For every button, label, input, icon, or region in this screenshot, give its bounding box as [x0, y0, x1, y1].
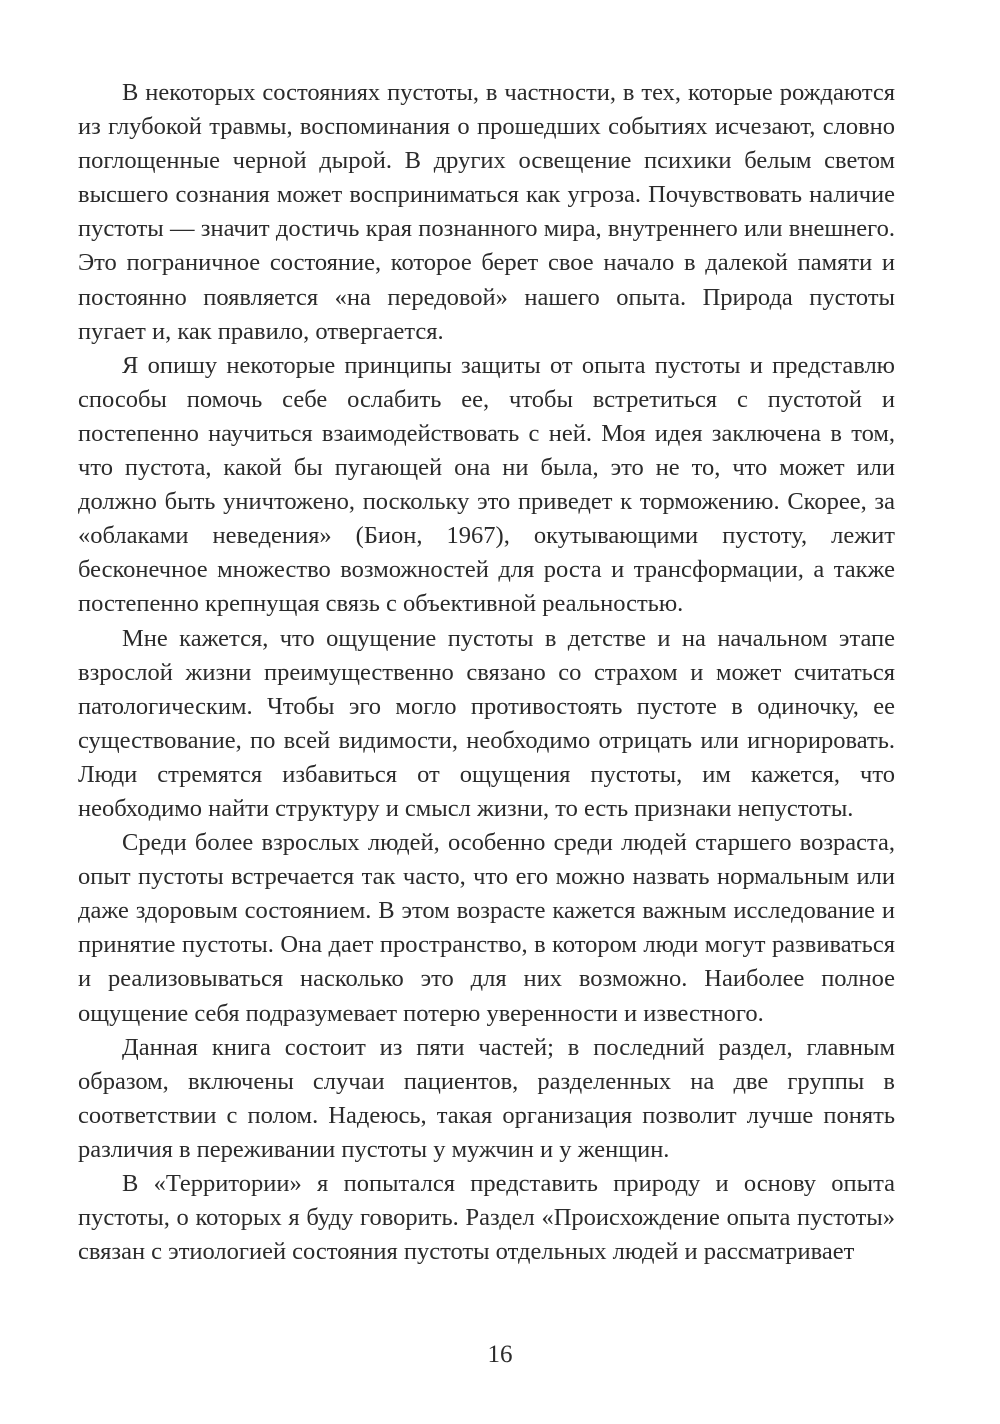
paragraph-2: Я опишу некоторые принципы защиты от опыта пустоты и представлю способы помочь себе ослабить ее, чтобы встретиться с пустотой и постепенно научиться взаимодействовать с ней. Моя идея заключена в том, что пустота, какой бы пугающей она ни была, это не то, что может или должно быть уничтожено, поскольку это приведет к торможению. Скорее, за «облаками неведения» (Бион, 1967), окутывающими пустоту, лежит бесконечное множество возможностей для роста и трансформации, а также постепенно крепнущая связь с объективной реальностью. — [78, 351, 895, 618]
paragraph-6: В «Территории» я попытался представить природу и основу опыта пустоты, о которых я буду говорить. Раздел «Происхождение опыта пустоты» связан с этиологией состояния пустоты отдельных людей и рассматривает — [78, 1170, 895, 1266]
paragraph-5: Данная книга состоит из пяти частей; в последний раздел, главным образом, включены случаи пациентов, разделенных на две группы в соответствии с полом. Надеюсь, такая организация позволит лучше понять различия в переживании пустоты у мужчин и у женщин. — [78, 1033, 895, 1163]
paragraph-4: Среди более взрослых людей, особенно среди людей старшего возраста, опыт пустоты встречается так часто, что его можно назвать нормальным или даже здоровым состоянием. В этом возрасте кажется важным исследование и принятие пустоты. Она дает пространство, в котором люди могут развиваться и реализовываться насколько это для них возможно. Наиболее полное ощущение себя подразумевает потерю уверенности и известного. — [78, 829, 895, 1027]
body-text — [78, 76, 895, 1269]
page-number: 16 — [487, 1341, 513, 1368]
paragraph-1: В некоторых состояниях пустоты, в частности, в тех, которые рождаются из глубокой травмы, воспоминания о прошедших событиях исчезают, словно поглощенные черной дырой. В других освещение психики белым светом высшего сознания может восприниматься как угроза. Почувствовать наличие пустоты — значит достичь края познанного мира, внутреннего или внешнего. Это пограничное состояние, которое берет свое начало в далекой памяти и постоянно появляется «на передовой» нашего опыта. Природа пустоты пугает и, как правило, отвергается. — [78, 79, 895, 345]
paragraph-3: Мне кажется, что ощущение пустоты в детстве и на начальном этапе взрослой жизни преимущественно связано со страхом и может считаться патологическим. Чтобы эго могло противостоять пустоте в одиночку, ее существование, по всей видимости, необходимо отрицать или игнорировать. Люди стремятся избавиться от ощущения пустоты, им кажется, что необходимо найти структуру и смысл жизни, то есть признаки непустоты. — [78, 624, 895, 822]
